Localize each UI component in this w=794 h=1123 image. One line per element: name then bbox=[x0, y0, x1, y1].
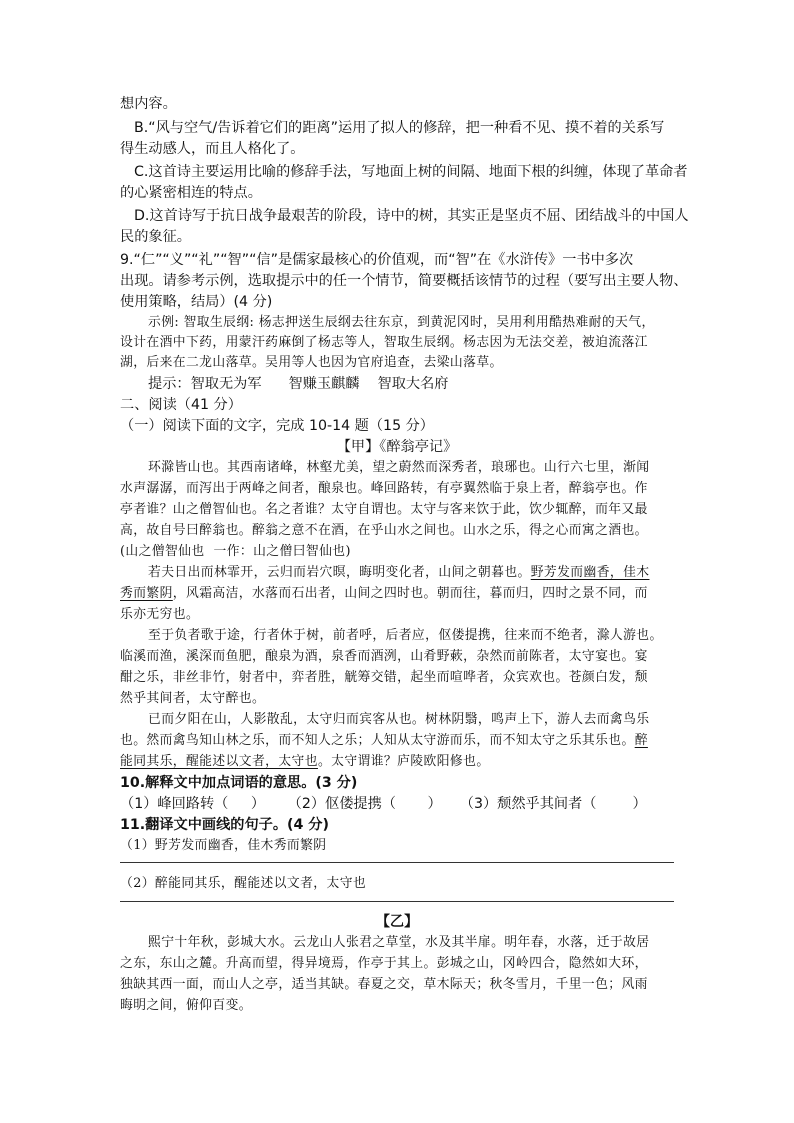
jia-p3-line4: 然乎其间者，太守醉也。 bbox=[120, 691, 266, 706]
subsection-title: （一）阅读下面的文字，完成 10-14 题（15 分） bbox=[120, 418, 434, 434]
q10-title: 10.解释文中加点词语的意思。(3 分) bbox=[120, 775, 358, 791]
q8-option-b-line2: 得生动感人，而且人格化了。 bbox=[120, 141, 305, 157]
q10-items: （1）峰回路转（ ） （2）伛偻提携（ ） （3）颓然乎其间者（ ） bbox=[120, 796, 647, 812]
yi-line3: 独缺其西一面，而山人之亭，适当其缺。春夏之交，草木际天；秋冬雪月，千里一色；风雨 bbox=[120, 977, 648, 992]
q9-example-line3: 湖，后来在二龙山落草。吴用等人也因为官府追查，去梁山落草。 bbox=[120, 355, 503, 370]
yi-line1: 熙宁十年秋，彭城大水。云龙山人张君之草堂，水及其半扉。明年春，水落，迁于故居 bbox=[148, 935, 650, 950]
yi-line4: 晦明之间，俯仰百变。 bbox=[120, 998, 252, 1013]
answer-line-2[interactable] bbox=[120, 901, 674, 902]
jia-p3-line1: 至于负者歌于途，行者休于树，前者呼，后者应，伛偻提携，往来而不绝者，滁人游也。 bbox=[148, 628, 663, 643]
q11-title: 11.翻译文中画线的句子。(4 分) bbox=[120, 817, 329, 833]
jia-p2-underlined-sentence-part1: 野芳发而幽香，佳木 bbox=[530, 565, 650, 580]
q9-example-line2: 设计在酒中下药，用蒙汗药麻倒了杨志等人，智取生辰纲。杨志因为无法交差，被迫流落江 bbox=[120, 335, 648, 350]
jia-p2-line2-plain: ，风霜高洁，水落而石出者，山间之四时也。朝而往，暮而归，四时之景不同，而 bbox=[172, 586, 648, 601]
q9-hint: 提示：智取无为军 智赚玉麒麟 智取大名府 bbox=[148, 376, 449, 392]
jia-p4-line2 bbox=[120, 731, 648, 751]
jia-p1-line4: 高，故自号曰醉翁也。醉翁之意不在酒，在乎山水之间也。山水之乐，得之心而寓之酒也。 bbox=[120, 523, 648, 538]
q9-stem-line2: 出现。请参考示例，选取提示中的任一个情节，简要概括该情节的过程（要写出主要人物、 bbox=[120, 273, 688, 289]
q11-item2: （2）醉能同其乐，醒能述以文者，太守也 bbox=[120, 876, 367, 891]
q8-option-a-tail: 想内容。 bbox=[120, 96, 177, 112]
jia-p1-line1: 环滁皆山也。其西南诸峰，林壑尤美，望之蔚然而深秀者，琅琊也。山行六七里，渐闻 bbox=[148, 460, 650, 475]
jia-p2-underlined-sentence-part2: 秀而繁阴 bbox=[120, 586, 173, 601]
jia-p2-line3: 乐亦无穷也。 bbox=[120, 607, 200, 622]
q8-option-d-line2: 民的象征。 bbox=[120, 229, 191, 245]
jia-p4-line1: 已而夕阳在山，人影散乱，太守归而宾客从也。树林阴翳，鸣声上下，游人去而禽鸟乐 bbox=[148, 712, 650, 727]
q9-stem-line3: 使用策略，结局）(4 分) bbox=[120, 294, 273, 310]
jia-p2-line2 bbox=[120, 584, 648, 604]
q9-example-line1: 示例: 智取生辰纲: 杨志押送生辰纲去往东京，到黄泥冈时，吴用利用酷热难耐的天气， bbox=[148, 315, 655, 330]
q11-item1: （1）野芳发而幽香，佳木秀而繁阴 bbox=[120, 838, 327, 853]
jia-p4-line2-plain: 也。然而禽鸟知山林之乐，而不知人之乐；人知从太守游而乐，而不知太守之乐其乐也。 bbox=[120, 733, 635, 748]
jia-p4-line3 bbox=[120, 752, 490, 772]
jia-p2-line1 bbox=[148, 563, 650, 583]
section-title: 二、阅读（41 分） bbox=[120, 397, 242, 413]
answer-line-1[interactable] bbox=[120, 862, 674, 863]
jia-p3-line3: 酣之乐，非丝非竹，射者中，弈者胜，觥筹交错，起坐而喧哗者，众宾欢也。苍颜白发，颓 bbox=[120, 670, 648, 685]
q8-option-d-line1: D.这首诗写于抗日战争最艰苦的阶段，诗中的树，其实正是坚贞不屈、团结战斗的中国人 bbox=[134, 208, 689, 224]
q8-option-c-line1: C.这首诗主要运用比喻的修辞手法，写地面上树的间隔、地面下根的纠缠，体现了革命者 bbox=[134, 164, 688, 180]
yi-line2: 之东，东山之麓。升高而望，得异境焉，作亭于其上。彭城之山，冈岭四合，隐然如大环， bbox=[120, 956, 648, 971]
q9-stem-line1: 9.“仁”“义”“礼”“智”“信”是儒家最核心的价值观，而“智”在《水浒传》一书中多次 bbox=[120, 252, 634, 268]
q8-option-c-line2: 的心紧密相连的特点。 bbox=[120, 185, 262, 201]
passage-yi-title: 【乙】 bbox=[375, 914, 419, 930]
jia-p3-line2: 临溪而渔，溪深而鱼肥，酿泉为酒，泉香而酒洌，山肴野蔌，杂然而前陈者，太守宴也。宴 bbox=[120, 649, 648, 664]
jia-p4-underlined-sentence-part2: 能同其乐，醒能述以文者，太守也 bbox=[120, 754, 318, 769]
jia-p4-underlined-sentence-part1: 醉 bbox=[634, 733, 648, 748]
jia-p1-line2: 水声潺潺，而泻出于两峰之间者，酿泉也。峰回路转，有亭翼然临于泉上者，醉翁亭也。作 bbox=[120, 481, 648, 496]
jia-p1-note: (山之僧智仙也 一作：山之僧曰智仙也) bbox=[120, 544, 351, 559]
jia-p2-line1-plain: 若夫日出而林霏开，云归而岩穴暝，晦明变化者，山间之朝暮也。 bbox=[148, 565, 531, 580]
q8-option-b-line1: B.“风与空气/告诉着它们的距离”运用了拟人的修辞，把一种看不见、摸不着的关系写 bbox=[134, 120, 665, 136]
jia-p4-line3-plain: 。太守谓谁？庐陵欧阳修也。 bbox=[317, 754, 490, 769]
jia-p1-line3: 亭者谁？山之僧智仙也。名之者谁？太守自谓也。太守与客来饮于此，饮少辄醉，而年又最 bbox=[120, 502, 648, 517]
passage-jia-title: 【甲】《醉翁亭记》 bbox=[336, 439, 458, 455]
